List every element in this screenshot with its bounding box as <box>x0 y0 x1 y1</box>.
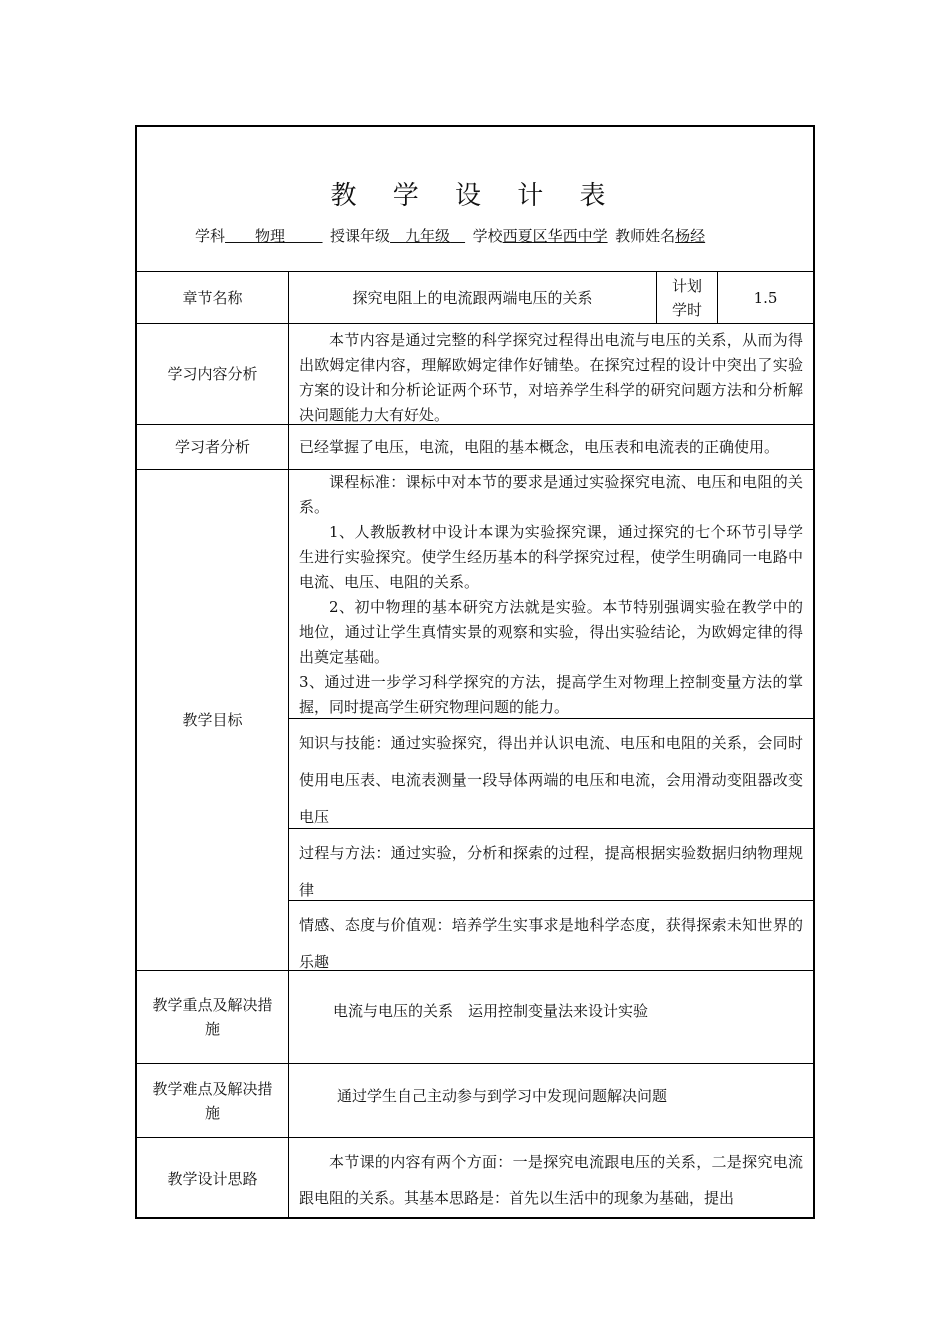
school-label: 学校 <box>472 227 503 245</box>
knowledge-skills: 知识与技能：通过实验探究，得出并认识电流、电压和电阻的关系，会同时使用电压表、电流表测量一段导体两端的电压和电流，会用滑动变阻器改变电压 <box>289 718 813 828</box>
teacher-value: 杨经 <box>675 227 706 245</box>
difficulties-text: 通过学生自己主动参与到学习中发现问题解决问题 <box>337 1087 668 1105</box>
process-methods: 过程与方法：通过实验，分析和探索的过程，提高根据实验数据归纳物理规律 <box>289 828 813 900</box>
plan-hours-value: 1.5 <box>753 288 778 307</box>
objectives-content <box>289 470 813 970</box>
difficulties-label: 教学难点及解决措施 <box>137 1064 289 1137</box>
meta-line <box>195 225 705 246</box>
learner-analysis-text: 已经掌握了电压，电流，电阻的基本概念，电压表和电流表的正确使用。 <box>299 437 780 456</box>
difficulties-row <box>137 1064 813 1138</box>
content-analysis-row <box>137 324 813 425</box>
learner-analysis-label: 学习者分析 <box>137 425 289 469</box>
subject-label: 学科 <box>195 227 226 245</box>
lesson-design-table <box>135 125 815 1219</box>
grade-label: 授课年级 <box>330 227 391 245</box>
objectives-label: 教学目标 <box>137 470 289 970</box>
key-points-row <box>137 971 813 1064</box>
key-points-label: 教学重点及解决措施 <box>137 971 289 1063</box>
plan-hours-label: 计划学时 <box>657 272 718 323</box>
chapter-name: 探究电阻上的电流跟两端电压的关系 <box>289 272 657 323</box>
content-analysis-text: 本节内容是通过完整的科学探究过程得出电流与电压的关系，从而为得出欧姆定律内容，理解欧姆定律作好铺垫。在探究过程的设计中突出了实验方案的设计和分析论证两个环节，对培养学生科学的研究问题方法和分析解决问题能力大有好处。 <box>299 331 803 424</box>
chapter-row <box>137 272 813 324</box>
key-points-text: 电流与电压的关系 运用控制变量法来设计实验 <box>333 1001 649 1020</box>
objective-3: 3、通过进一步学习科学探究的方法，提高学生对物理上控制变量方法的掌握，同时提高学生研究物理问题的能力。 <box>299 673 803 716</box>
design-idea-text: 本节课的内容有两个方面：一是探究电流跟电压的关系，二是探究电流跟电阻的关系。其基本思路是：首先以生活中的现象为基础，提出 <box>299 1153 803 1207</box>
objective-standard: 课程标准：课标中对本节的要求是通过实验探究电流、电压和电阻的关系。 <box>299 473 803 516</box>
objective-1: 1、人教版教材中设计本课为实验探究课，通过探究的七个环节引导学生进行实验探究。使学生经历基本的科学探究过程，使学生明确同一电路中电流、电压、电阻的关系。 <box>299 523 803 591</box>
content-analysis-label: 学习内容分析 <box>137 324 289 424</box>
table-header <box>137 127 813 272</box>
design-idea-label: 教学设计思路 <box>137 1138 289 1219</box>
teacher-label: 教师姓名 <box>615 227 676 245</box>
curriculum-standards <box>289 470 813 720</box>
page-title: 教 学 设 计 表 <box>330 181 620 211</box>
learner-analysis-row <box>137 425 813 470</box>
school-value: 西夏区华西中学 <box>502 227 608 245</box>
emotion-attitude: 情感、态度与价值观：培养学生实事求是地科学态度，获得探索未知世界的乐趣 <box>289 900 813 971</box>
objectives-row <box>137 470 813 971</box>
chapter-label: 章节名称 <box>137 272 289 323</box>
grade-value: 九年级 <box>405 227 451 245</box>
objective-2: 2、初中物理的基本研究方法就是实验。本节特别强调实验在教学中的地位，通过让学生真情实景的观察和实验，得出实验结论，为欧姆定律的得出奠定基础。 <box>299 598 803 666</box>
subject-value: 物理 <box>255 227 286 245</box>
design-idea-row <box>137 1138 813 1219</box>
